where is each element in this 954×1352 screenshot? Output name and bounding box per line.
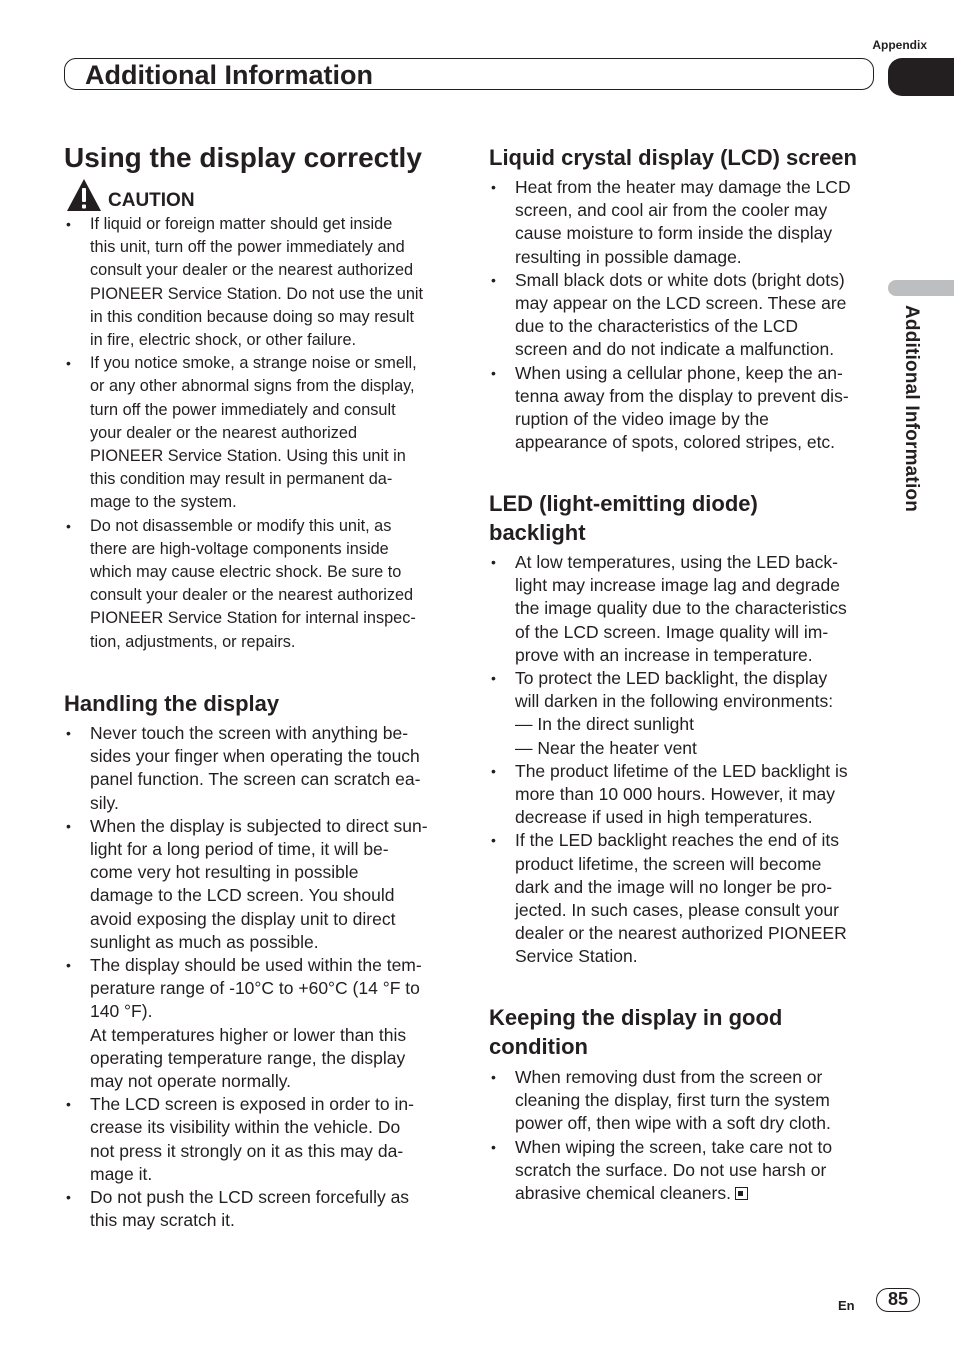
side-tab-marker xyxy=(888,280,954,296)
list-item-text: Do not disassemble or modify this unit, as there are high-voltage components inside which may cause electric shock. Be sure to consult your dealer or the nearest authorized PIONEER Service Station for internal inspec- tion, adjustments, or repairs. xyxy=(90,516,416,651)
list-item xyxy=(489,667,884,760)
bullet-icon: • xyxy=(491,179,496,195)
page-number: 85 xyxy=(876,1288,920,1312)
bullet-icon: • xyxy=(66,355,71,372)
bullet-icon: • xyxy=(491,554,496,570)
bullet-icon: • xyxy=(66,216,71,232)
side-section-label: Additional Information xyxy=(901,305,922,513)
warning-icon xyxy=(66,178,102,212)
bullet-icon: • xyxy=(491,364,496,381)
led-heading: LED (light-emitting diode) backlight xyxy=(489,491,758,545)
list-item xyxy=(489,269,884,362)
list-item xyxy=(489,176,884,269)
list-item-text: Do not push the LCD screen forcefully as this may scratch it. xyxy=(90,1187,410,1231)
list-item xyxy=(489,1136,884,1206)
bullet-icon: • xyxy=(66,1096,71,1113)
list-item-text: Never touch the screen with anything be- sides your finger when operating the touch panel function. The screen can scratch ea- sily. xyxy=(90,723,421,813)
list-item-text: To protect the LED backlight, the display will darken in the following environments: — In the direct sunlight — Near the heater vent xyxy=(515,668,834,758)
list-item-text: When using a cellular phone, keep the an- tenna away from the display to prevent dis- ruption of the video image by the appearance of spots, colored stripes, etc. xyxy=(515,362,849,453)
list-item-text: Heat from the heater may damage the LCD screen, and cool air from the cooler may cause moisture to form inside the display resulting in possible damage. xyxy=(515,177,851,267)
caution-label: CAUTION xyxy=(108,190,195,211)
bullet-icon: • xyxy=(66,725,71,741)
list-item xyxy=(64,954,459,1093)
handling-list xyxy=(64,722,459,1232)
list-item-text: If you notice smoke, a strange noise or smell, or any other abnormal signs from the display, turn off the power immediately and consult your dealer or the nearest authorized PIONEER Service Station. Using this unit in this condition may result in permanent da- mage to the system. xyxy=(90,354,417,512)
bullet-icon: • xyxy=(66,517,71,534)
list-item xyxy=(64,815,459,954)
list-item xyxy=(64,722,459,815)
lcd-list xyxy=(489,176,884,454)
bullet-icon: • xyxy=(66,957,71,974)
appendix-label: Appendix xyxy=(872,38,927,52)
language-label: En xyxy=(838,1298,855,1313)
list-item xyxy=(489,829,884,968)
bullet-icon: • xyxy=(491,1069,496,1085)
bullet-icon: • xyxy=(491,1138,496,1155)
bullet-icon: • xyxy=(491,832,496,849)
list-item-text: At low temperatures, using the LED back- light may increase image lag and degrade the image quality due to the characteristics of the LCD screen. Image quality will im- prove with an increase in temperature. xyxy=(515,552,847,665)
list-item-text: When wiping the screen, take care not to scratch the surface. Do not use harsh or abrasive chemical cleaners. xyxy=(515,1136,833,1204)
list-item-text: If the LED backlight reaches the end of its product lifetime, the screen will become dark and the image will no longer be pro- jected. In such cases, please consult your dealer or the nearest authorized PIONEER Service Station. xyxy=(515,830,847,967)
led-list xyxy=(489,551,884,969)
bullet-icon: • xyxy=(491,670,496,687)
list-item-text: The product lifetime of the LED backlight is more than 10 000 hours. However, it may decrease if used in high temperatures. xyxy=(515,760,848,828)
list-item-text: When removing dust from the screen or cleaning the display, first turn the system power off, then wipe with a soft dry cloth. xyxy=(515,1067,831,1134)
bullet-icon: • xyxy=(491,271,496,288)
caution-heading xyxy=(66,176,195,212)
list-item xyxy=(64,213,456,352)
list-item xyxy=(64,1186,459,1232)
list-item xyxy=(489,760,884,830)
list-item-text: The LCD screen is exposed in order to in- crease its visibility within the vehicle. Do not press it strongly on it as this may da- mage it. xyxy=(90,1094,414,1184)
bullet-icon: • xyxy=(491,762,496,779)
section-title: Additional Information xyxy=(85,60,373,90)
list-item xyxy=(489,551,884,667)
section-tab xyxy=(888,58,954,96)
caution-list xyxy=(64,213,456,654)
list-item-text: The display should be used within the tem- perature range of -10°C to +60°C (14 °F to 140 °F). At temperatures higher or lower than this operating temperature range, the display may not operate normally. xyxy=(90,955,422,1092)
end-of-section-icon xyxy=(735,1187,748,1200)
list-item-text: If liquid or foreign matter should get inside this unit, turn off the power immediately and consult your dealer or the nearest authorized PIONEER Service Station. Do not use the unit in this condition because doing so may result in fire, electric shock, or other failure. xyxy=(90,215,424,350)
bullet-icon: • xyxy=(66,1189,71,1206)
bullet-icon: • xyxy=(66,817,71,834)
list-item-text: When the display is subjected to direct sun- light for a long period of time, it will be- come very hot resulting in possible damage to the LCD screen. You should avoid exposing the display unit to direct sunlight as much as possible. xyxy=(90,815,428,952)
list-item xyxy=(64,352,456,514)
list-item-text: Small black dots or white dots (bright dots) may appear on the LCD screen. These are due to the characteristics of the LCD screen and do not indicate a malfunction. xyxy=(515,269,847,360)
page-title: Using the display correctly xyxy=(64,142,422,173)
keeping-list xyxy=(489,1066,884,1205)
list-item xyxy=(489,1066,884,1136)
keeping-heading: Keeping the display in good condition xyxy=(489,1005,783,1059)
list-item xyxy=(64,515,456,654)
handling-heading: Handling the display xyxy=(64,691,280,716)
list-item xyxy=(489,362,884,455)
lcd-heading: Liquid crystal display (LCD) screen xyxy=(489,145,857,170)
list-item xyxy=(64,1093,459,1186)
